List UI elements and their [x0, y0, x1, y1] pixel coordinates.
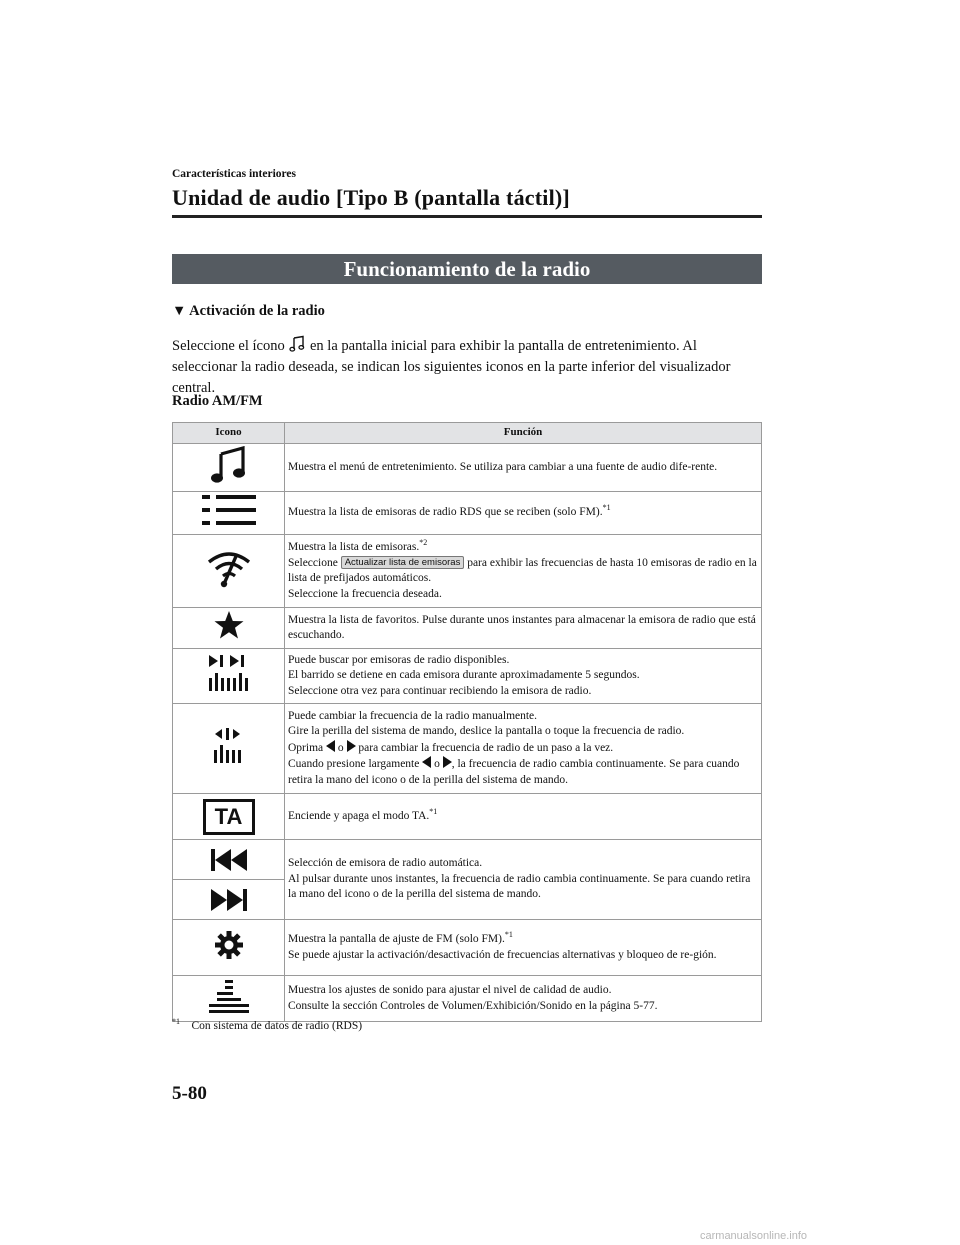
table-row [173, 649, 762, 704]
table-row [173, 976, 762, 1022]
intro-text-2: en la pantalla inicial para exhibir la pantalla de entretenimiento. Al seleccionar la radio deseada, se indican los siguientes iconos en la parte inferior del visualizador central. [172, 338, 731, 396]
ta-icon [203, 799, 255, 835]
row-text: Selección de emisora de radio automática. [288, 857, 483, 870]
ta-icon-text: TA [214, 803, 243, 829]
music-note-icon [209, 446, 249, 484]
row-text: Muestra la pantalla de ajuste de FM (solo FM). [288, 933, 505, 945]
row-text: Puede cambiar la frecuencia de la radio manualmente. [288, 709, 538, 722]
footnote-ref: *1 [429, 806, 438, 816]
footnote-ref: *2 [419, 538, 428, 547]
star-icon [213, 610, 245, 640]
seek-forward-icon [209, 887, 249, 913]
row-text: Seleccione la frecuencia deseada. [288, 587, 442, 600]
row-text: Muestra la lista de emisoras. [288, 541, 420, 553]
seek-back-icon [209, 847, 249, 873]
table-row [173, 492, 762, 535]
row-text: Gire la perilla del sistema de mando, deslice la pantalla o toque la frecuencia de radio. [288, 725, 685, 738]
row-text: Muestra la lista de favoritos. Pulse durante unos instantes para almacenar la emisora de radio que está escuchando. [288, 613, 756, 641]
gear-icon [214, 930, 244, 960]
radio-am-fm-label: Radio AM/FM [172, 393, 263, 409]
table-row [173, 794, 762, 840]
row-text: Consulte la sección Controles de Volumen/Exhibición/Sonido en la página 5-77. [288, 999, 658, 1012]
row-text: para cambiar la frecuencia de radio de un paso a la vez. [358, 741, 614, 754]
row-text: Se puede ajustar la activación/desactivación de frecuencias alternativas y bloqueo de re-gión. [288, 948, 717, 961]
table-row [173, 920, 762, 976]
row-text: Seleccione otra vez para continuar recibiendo la emisora de radio. [288, 684, 592, 697]
update-station-list-button: Actualizar lista de emisoras [341, 556, 465, 569]
footnote-mark: *1 [172, 1017, 180, 1026]
page-title: Unidad de audio [Tipo B (pantalla táctil)] [172, 185, 570, 210]
footnote-ref: *1 [602, 503, 611, 513]
column-header-function: Función [285, 423, 762, 444]
row-text: o [434, 758, 440, 771]
row-text: o [337, 741, 344, 754]
row-text: Muestra el menú de entretenimiento. Se utiliza para cambiar a una fuente de audio dife-rente. [288, 460, 718, 473]
table-row [173, 840, 762, 920]
footnote [172, 1017, 363, 1032]
row-text: Puede buscar por emisoras de radio disponibles. [288, 653, 510, 666]
icon-function-table [172, 422, 762, 1022]
manual-tune-icon [212, 726, 246, 766]
row-text: Al pulsar durante unos instantes, la frecuencia de radio cambia continuamente. Se para cuando retira la mano del icono o de la perilla del sistema de mando. [288, 872, 751, 901]
table-header-row [173, 423, 762, 444]
table-row [173, 704, 762, 794]
watermark: carmanualsonline.info [700, 1230, 808, 1242]
column-header-icon: Icono [173, 423, 285, 444]
table-row [173, 444, 762, 492]
row-text: Seleccione [288, 556, 338, 569]
footnote-ref: *1 [504, 930, 513, 939]
radio-signal-icon [206, 548, 252, 588]
music-note-inline-icon [288, 335, 306, 353]
footnote-text: Con sistema de datos de radio (RDS) [191, 1020, 363, 1032]
row-text: Cuando presione largamente [288, 758, 420, 771]
row-text: El barrido se detiene en cada emisora durante aproximadamente 5 segundos. [288, 669, 640, 682]
row-text: Oprima [288, 741, 324, 754]
left-arrow-icon [422, 756, 431, 768]
equalizer-icon [208, 979, 250, 1013]
scan-icon [206, 653, 252, 693]
row-text: Muestra los ajustes de sonido para ajustar el nivel de calidad de audio. [288, 984, 612, 996]
row-text: para exhibir las frecuencias de hasta 10 emisoras de radio en la lista de prefijados automáticos. [288, 556, 757, 584]
page-number: 5-80 [172, 1083, 207, 1104]
subheading: ▼ Activación de la radio [172, 303, 325, 319]
right-arrow-icon [347, 740, 356, 752]
intro-text-1: Seleccione el ícono [172, 338, 285, 354]
row-text: Muestra la lista de emisoras de radio RDS que se reciben (solo FM). [288, 506, 603, 519]
table-row [173, 608, 762, 649]
row-text: , la frecuencia de radio cambia continuamente. Se para cuando retira la mano del icono o de la perilla del sistema de mando. [288, 758, 740, 786]
title-rule [172, 215, 762, 218]
list-icon [200, 493, 258, 527]
left-arrow-icon [326, 740, 335, 752]
section-label: Características interiores [172, 168, 297, 180]
section-banner: Funcionamiento de la radio [172, 254, 762, 284]
row-text: Enciende y apaga el modo TA. [288, 809, 430, 822]
intro-paragraph [172, 335, 762, 399]
table-row [173, 535, 762, 608]
right-arrow-icon [443, 756, 452, 768]
